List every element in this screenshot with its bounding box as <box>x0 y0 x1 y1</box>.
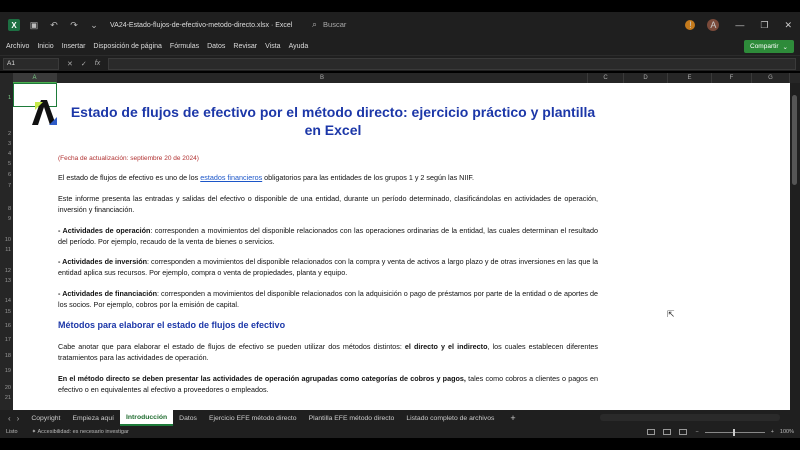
title-bar-controls <box>681 12 800 38</box>
bold-run: - Actividades de operación <box>58 226 151 235</box>
share-chevron-icon: ⌄ <box>782 43 788 51</box>
menu-formulas[interactable]: Fórmulas <box>169 43 200 50</box>
column-header-a[interactable]: A <box>13 73 57 83</box>
title-separator: · <box>270 21 274 29</box>
text-run: : corresponden a movimientos del disponible relacionados con las operaciones ordinarias de la entidad, las cuales determinan el resultado del período. Por ejemplo, recaudo de la venta de bienes o servicios. <box>58 226 598 246</box>
horizontal-scrollbar[interactable] <box>600 414 780 421</box>
text-run: , los cuales establecen diferentes tratamientos para las actividades de operación. <box>58 342 599 362</box>
name-box[interactable]: A1 <box>3 58 59 70</box>
menu-datos[interactable]: Datos <box>207 43 226 50</box>
avatar[interactable]: A <box>707 19 719 31</box>
formula-input[interactable] <box>108 58 796 70</box>
formula-bar <box>0 55 800 71</box>
paragraph-metodos <box>58 341 598 363</box>
update-date: (Fecha de actualización: septiembre 20 de 2024) <box>58 155 199 162</box>
row-header[interactable]: 10 <box>4 237 11 243</box>
menu-vista[interactable]: Vista <box>265 43 281 50</box>
tab-empieza-aqui[interactable]: Empieza aquí <box>72 414 114 422</box>
next-sheet-icon[interactable]: › <box>16 413 20 423</box>
text-run: obligatorios para las entidades de los grupos 1 y 2 según las NIIF. <box>262 173 474 182</box>
actualicese-logo-icon <box>29 97 59 127</box>
restore-icon[interactable]: ❐ <box>760 19 769 30</box>
row-header[interactable]: 19 <box>4 368 11 374</box>
mouse-cursor-icon: ⇱ <box>667 309 675 319</box>
minimize-icon[interactable]: — <box>735 20 745 30</box>
search-box[interactable] <box>312 16 482 32</box>
text-run: tales como cobros a clientes o pagos en efectivo o en equivalentes al efectivo a proveedores o empleados. <box>58 374 599 394</box>
text-run: : corresponden a movimientos del disponible relacionados con la compra y venta de activos a largo plazo y de otras inversiones en las que la entidad aplica sus recursos. Por ejemplo, compra o venta de propiedades, planta y equipo. <box>58 257 598 277</box>
row-header[interactable]: 9 <box>7 216 11 222</box>
column-header-e[interactable]: E <box>668 73 712 83</box>
vertical-scrollbar[interactable] <box>790 83 800 410</box>
row-header[interactable]: 16 <box>4 323 11 329</box>
column-headers <box>0 73 800 83</box>
status-ready: Listo <box>6 429 18 435</box>
menu-archivo[interactable]: Archivo <box>6 43 30 50</box>
warning-icon[interactable]: ! <box>685 20 695 30</box>
paragraph-intro <box>58 172 598 183</box>
zoom-slider[interactable] <box>705 432 765 433</box>
fx-icon[interactable]: fx <box>94 60 101 67</box>
row-header[interactable]: 2 <box>7 131 11 137</box>
menu-revisar[interactable]: Revisar <box>233 43 258 50</box>
worksheet[interactable] <box>13 83 790 410</box>
share-label: Compartir <box>750 43 779 50</box>
row-header[interactable]: 6 <box>7 172 11 178</box>
row-header[interactable]: 14 <box>4 298 11 304</box>
row-header[interactable]: 12 <box>4 268 11 274</box>
tab-listado[interactable]: Listado completo de archivos <box>406 414 495 422</box>
bold-run: - Actividades de financiación <box>58 289 157 298</box>
paragraph-report: Este informe presenta las entradas y salidas del efectivo o disponible de una entidad, durante un período determinado, clasificándolas en actividades de operación, inversión y financiación. <box>58 194 598 214</box>
paragraph-financiacion <box>58 288 598 310</box>
row-header[interactable]: 7 <box>7 183 11 189</box>
paragraph-inversion <box>58 256 598 278</box>
column-header-g[interactable]: G <box>752 73 790 83</box>
column-header-c[interactable]: C <box>588 73 624 83</box>
vertical-scroll-thumb[interactable] <box>792 95 797 185</box>
page-break-icon[interactable] <box>679 429 687 435</box>
app-name: Excel <box>275 21 293 29</box>
row-header[interactable]: 11 <box>5 247 11 253</box>
zoom-level[interactable]: 100% <box>779 429 794 435</box>
row-header[interactable]: 8 <box>7 206 11 212</box>
add-sheet-icon[interactable]: + <box>510 413 516 423</box>
enter-icon[interactable]: ✓ <box>80 60 87 68</box>
row-header[interactable]: 18 <box>4 353 11 359</box>
close-icon[interactable]: ✕ <box>784 19 792 30</box>
row-header[interactable]: 4 <box>7 151 11 157</box>
menu-ayuda[interactable]: Ayuda <box>288 43 309 50</box>
row-header[interactable]: 1 <box>7 95 11 101</box>
text-run: El estado de flujos de efectivo es uno de los <box>58 173 201 182</box>
text-run: Cabe anotar que para elaborar el estado de flujos de efectivo se pueden utilizar dos métodos distintos: <box>58 342 405 351</box>
menu-inicio[interactable]: Inicio <box>37 43 54 50</box>
section-heading: Métodos para elaborar el estado de flujos de efectivo <box>58 320 286 330</box>
tab-introduccion[interactable]: Introducción <box>120 410 173 426</box>
page-layout-icon[interactable] <box>663 429 671 435</box>
zoom-out-icon[interactable]: − <box>695 429 699 435</box>
estados-financieros-link[interactable]: estados financieros <box>200 173 263 182</box>
zoom-controls <box>639 426 794 438</box>
title-bar <box>0 12 800 38</box>
ribbon-tabs <box>0 38 800 55</box>
row-header[interactable]: 5 <box>7 161 11 167</box>
menu-disposicion[interactable]: Disposición de página <box>93 43 162 50</box>
row-header[interactable]: 13 <box>4 278 11 284</box>
menu-insertar[interactable]: Insertar <box>61 43 86 50</box>
row-header[interactable]: 17 <box>4 337 11 343</box>
row-header[interactable]: 21 <box>4 395 11 401</box>
paragraph-metodo-directo <box>58 373 598 395</box>
column-header-d[interactable]: D <box>624 73 668 83</box>
document-title: Estado de flujos de efectivo por el método directo: ejercicio práctico y plantilla en Excel <box>70 104 596 138</box>
column-header-f[interactable]: F <box>712 73 752 83</box>
row-header[interactable]: 3 <box>7 141 11 147</box>
share-button[interactable] <box>744 40 794 53</box>
bold-run: - Actividades de inversión <box>58 257 147 266</box>
paragraph-operacion <box>58 225 598 247</box>
search-icon: ⌕ <box>312 18 318 29</box>
column-header-b[interactable]: B <box>57 73 588 83</box>
row-headers <box>0 83 13 410</box>
excel-logo-icon: X <box>8 19 20 31</box>
filename: VA24-Estado-flujos-de-efectivo-metodo-directo.xlsx <box>110 21 269 29</box>
bold-run: el directo y el indirecto <box>404 342 488 351</box>
save-icon[interactable]: ▣ <box>29 19 39 30</box>
redo-icon[interactable]: ↷ <box>70 19 78 30</box>
customize-chevron-icon[interactable]: ⌄ <box>90 19 98 30</box>
text-run: : corresponden a movimientos del disponible relacionados con la adquisición o pago de préstamos por parte de la entidad o de aportes de los socios. Por ejemplo, cobros por la emisión de capital. <box>58 289 598 309</box>
tab-datos[interactable]: Datos <box>179 414 197 422</box>
tab-copyright[interactable]: Copyright <box>31 414 61 422</box>
cancel-icon[interactable]: ✕ <box>67 60 73 68</box>
normal-view-icon[interactable] <box>647 429 655 435</box>
bold-run: En el método directo se deben presentar las actividades de operación agrupadas como categorías de cobros y pagos, <box>58 374 466 383</box>
accessibility-label: Accesibilidad: es necesario investigar <box>37 429 129 435</box>
tab-ejercicio[interactable]: Ejercicio EFE método directo <box>208 414 297 422</box>
prev-sheet-icon[interactable]: ‹ <box>8 413 11 423</box>
tab-plantilla[interactable]: Plantilla EFE método directo <box>308 414 395 422</box>
accessibility-status[interactable]: ✦ Accesibilidad: es necesario investigar <box>31 429 129 435</box>
search-placeholder: Buscar <box>323 19 347 29</box>
window-title <box>110 22 292 29</box>
zoom-in-icon[interactable]: + <box>770 429 774 435</box>
status-bar <box>0 426 800 438</box>
row-header[interactable]: 15 <box>4 309 11 315</box>
row-header[interactable]: 20 <box>4 385 11 391</box>
undo-icon[interactable]: ↶ <box>50 19 58 30</box>
